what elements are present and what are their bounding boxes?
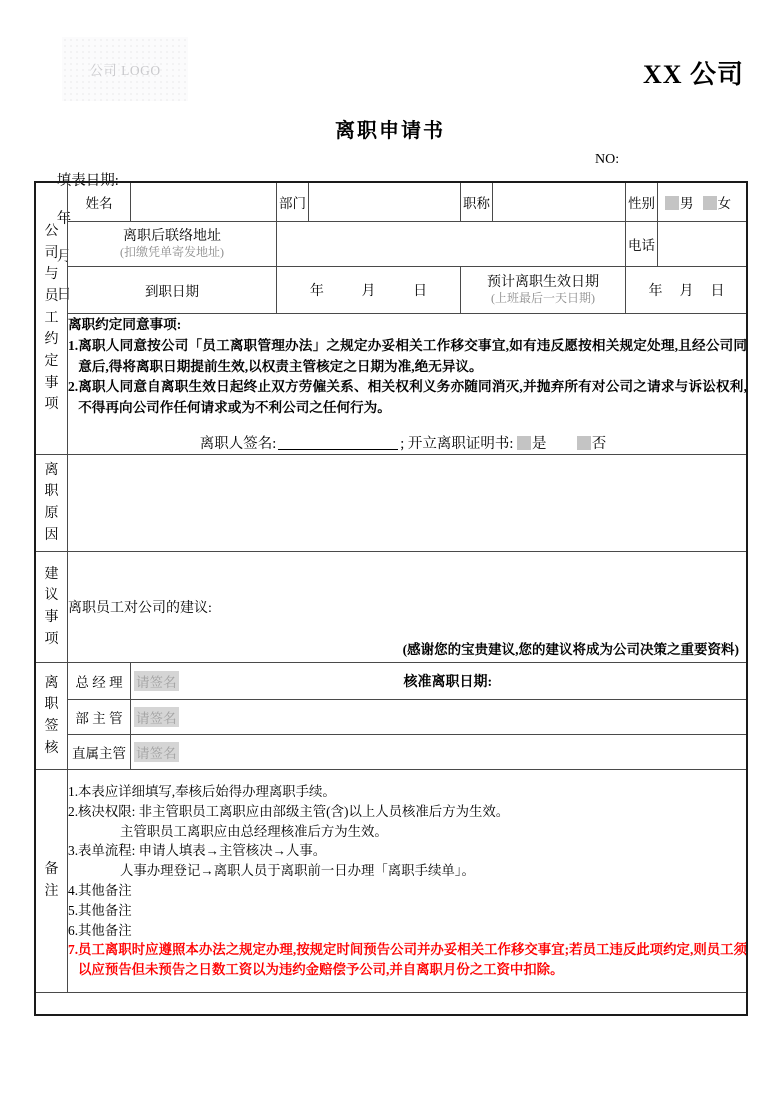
label-department: 部门 xyxy=(277,183,309,222)
vchar: 职 xyxy=(44,484,59,500)
agreement-item-2-number: 2. xyxy=(68,379,79,395)
resignee-signature-input[interactable] xyxy=(278,449,398,450)
signature-placeholder-dept: 请签名 xyxy=(134,707,179,727)
vchar: 议 xyxy=(44,588,59,604)
note-7-number: 7. xyxy=(68,942,79,958)
vchar: 项 xyxy=(44,631,59,647)
vchar: 离 xyxy=(44,462,59,478)
label-female: 女 xyxy=(717,196,731,211)
suggestion-footnote: (感谢您的宝贵建议,您的建议将成为公司决策之重要资料) xyxy=(402,642,739,657)
note-7 xyxy=(68,940,747,980)
section-label-reason xyxy=(36,455,68,552)
logo-placeholder-text: 公司 LOGO xyxy=(89,63,161,78)
hire-date-year: 年 xyxy=(309,284,324,299)
section-label-agreement xyxy=(36,183,68,455)
note-2-text: 核决权限: 非主管职员工离职应由部级主管(含)以上人员核准后方为生效。 xyxy=(78,803,510,819)
note-3 xyxy=(68,841,747,861)
section-label-suggestion xyxy=(36,552,68,663)
hire-date-month: 月 xyxy=(361,284,376,299)
vchar: 注 xyxy=(44,884,59,899)
vchar: 工 xyxy=(44,310,59,326)
agreement-item-1-text: 离职人同意按公司「员工离职管理办法」之规定办妥相关工作移交事宜,如有违反愿按相关规定处理,且经公司同意后,得将离职日期提前生效,以权责主管核定之日期为准,绝无异议。 xyxy=(78,337,747,374)
table-row-basic-info xyxy=(36,183,748,222)
document-number-label[interactable]: NO: xyxy=(595,152,620,167)
note-4-text: 其他备注 xyxy=(78,883,132,898)
leave-date-ymd xyxy=(626,274,747,306)
label-role-direct-manager: 直属主管 xyxy=(68,735,131,770)
vchar: 定 xyxy=(44,354,59,370)
vchar: 备 xyxy=(44,862,59,878)
note-3-sub: 人事办理登记→离职人员于离职前一日办理「离职手续单」。 xyxy=(120,863,475,879)
leave-date-month: 月 xyxy=(679,284,694,299)
fill-date-month[interactable]: 月 xyxy=(56,249,72,265)
note-4-number: 4. xyxy=(68,883,79,898)
note-3-text: 表单流程: 申请人填表→主管核决→人事。 xyxy=(78,843,327,859)
page-title: 离职申请书 xyxy=(335,120,445,142)
suggestion-prompt: 离职员工对公司的建议: xyxy=(68,601,212,616)
section-label-notes-text xyxy=(36,831,67,930)
label-leave-date-main: 预计离职生效日期 xyxy=(487,274,599,290)
leave-date-day: 日 xyxy=(710,284,725,299)
section-label-agreement-text xyxy=(36,221,67,416)
checkbox-female[interactable] xyxy=(703,196,717,210)
document-header xyxy=(0,0,780,120)
agreement-item-1 xyxy=(68,336,747,377)
cert-separator: ; xyxy=(400,435,405,452)
table-row-contact xyxy=(36,222,748,267)
note-5-text: 其他备注 xyxy=(78,902,132,918)
note-1-text: 本表应详细填写,奉核后始得办理离职手续。 xyxy=(78,783,336,799)
note-6-number: 6. xyxy=(68,922,79,938)
label-address xyxy=(68,222,277,267)
note-2-number: 2. xyxy=(68,803,79,819)
vchar: 司 xyxy=(44,245,59,261)
vchar: 建 xyxy=(44,566,59,582)
note-2-sub: 主管职员工离职应由总经理核准后方为生效。 xyxy=(120,823,388,839)
hire-date-day: 日 xyxy=(413,284,428,299)
vchar: 事 xyxy=(44,610,59,625)
fill-date-day[interactable]: 日 xyxy=(56,287,72,303)
vchar: 员 xyxy=(44,288,59,304)
section-label-signoff xyxy=(36,663,68,770)
notes-block xyxy=(68,770,748,993)
resignation-form-table xyxy=(35,182,748,993)
signature-placeholder-gm: 请签名 xyxy=(134,671,179,691)
company-logo-placeholder xyxy=(62,37,188,101)
table-row-signoff-dept xyxy=(36,700,748,735)
table-row-signoff-gm xyxy=(36,663,748,700)
signature-placeholder-direct: 请签名 xyxy=(134,742,179,762)
note-6 xyxy=(68,921,747,941)
vchar: 事 xyxy=(44,375,59,391)
vchar: 公 xyxy=(44,223,59,239)
input-jobtitle[interactable] xyxy=(493,183,626,222)
input-name[interactable] xyxy=(131,183,277,222)
input-resignation-reason[interactable] xyxy=(68,455,748,552)
table-row-dates xyxy=(36,267,748,314)
table-row-reason xyxy=(36,455,748,552)
input-address[interactable] xyxy=(277,222,626,267)
fill-date-year[interactable]: 年 xyxy=(56,211,72,227)
label-gender: 性别 xyxy=(626,183,658,222)
input-leave-date[interactable] xyxy=(626,267,748,314)
fill-date-text: 填表日期: xyxy=(56,173,119,189)
vchar: 职 xyxy=(44,697,59,713)
signature-direct-manager[interactable] xyxy=(131,735,748,770)
hire-date-ymd xyxy=(277,274,460,306)
label-cert-yes: 是 xyxy=(532,435,547,452)
label-address-main: 离职后联络地址 xyxy=(123,228,221,244)
company-name: XX 公司 xyxy=(642,60,744,89)
note-7-text: 员工离职时应遵照本办法之规定办理,按规定时间预告公司并办妥相关工作移交事宜;若员工违反此项约定,则员工须以应预告但未预告之日数工资以为违约金赔偿予公司,并自离职月份之工资中扣除。 xyxy=(78,942,747,978)
note-1 xyxy=(68,782,747,802)
agreement-block xyxy=(68,314,748,455)
label-leave-date xyxy=(461,267,626,314)
checkbox-cert-no[interactable] xyxy=(577,436,591,450)
note-6-text: 其他备注 xyxy=(78,922,132,938)
section-label-notes xyxy=(36,770,68,993)
label-leave-date-sub: (上班最后一天日期) xyxy=(491,291,595,306)
checkbox-male[interactable] xyxy=(665,196,679,210)
table-row-notes xyxy=(36,770,748,993)
label-name: 姓名 xyxy=(68,183,131,222)
resignee-signature-line xyxy=(68,432,747,453)
vchar: 原 xyxy=(44,506,59,521)
input-phone[interactable] xyxy=(658,222,748,267)
label-role-dept-manager: 部 主 管 xyxy=(68,700,131,735)
agreement-item-2-text: 离职人同意自离职生效日起终止双方劳僱关系、相关权利义务亦随同消灭,并抛弃所有对公司之请求与诉讼权利,不得再向公司作任何请求或为不利公司之任何行为。 xyxy=(78,379,747,415)
vchar: 项 xyxy=(44,397,59,413)
note-3-number: 3. xyxy=(68,843,79,859)
table-row-signoff-direct xyxy=(36,735,748,770)
label-jobtitle: 职称 xyxy=(461,183,493,222)
section-label-reason-text xyxy=(36,460,67,547)
resignee-signature-label: 离职人签名: xyxy=(199,435,277,452)
agreement-item-2 xyxy=(68,377,747,418)
agreement-item-1-number: 1. xyxy=(68,337,79,353)
vchar: 因 xyxy=(44,527,59,543)
note-4 xyxy=(68,881,747,901)
input-suggestion[interactable] xyxy=(68,552,748,663)
note-2 xyxy=(68,802,747,822)
label-address-sub: (扣缴凭单寄发地址) xyxy=(120,245,224,260)
vchar: 核 xyxy=(44,740,59,756)
label-phone: 电话 xyxy=(626,222,658,267)
approve-date-label: 核准离职日期: xyxy=(403,675,493,690)
table-row-agreement xyxy=(36,314,748,455)
agreement-title: 离职约定同意事项: xyxy=(68,317,182,333)
vchar: 签 xyxy=(44,719,59,734)
vchar: 约 xyxy=(44,332,59,348)
signature-dept-manager[interactable] xyxy=(131,700,748,735)
section-label-suggestion-text xyxy=(36,564,67,651)
input-department[interactable] xyxy=(309,183,461,222)
section-label-signoff-text xyxy=(36,673,67,760)
checkbox-cert-yes[interactable] xyxy=(517,436,531,450)
signature-general-manager[interactable] xyxy=(131,663,748,700)
cert-label: 开立离职证明书: xyxy=(407,435,514,452)
label-role-general-manager: 总 经 理 xyxy=(68,663,131,700)
gender-options xyxy=(658,183,748,222)
leave-date-year: 年 xyxy=(648,284,663,299)
note-5-number: 5. xyxy=(68,902,79,918)
note-5 xyxy=(68,901,747,921)
label-male: 男 xyxy=(680,196,694,211)
vchar: 离 xyxy=(44,675,59,691)
table-row-suggestion xyxy=(36,552,748,663)
note-1-number: 1. xyxy=(68,783,79,799)
label-hire-date: 到职日期 xyxy=(68,267,277,314)
vchar: 与 xyxy=(44,267,59,283)
label-cert-no: 否 xyxy=(591,435,607,452)
input-hire-date[interactable] xyxy=(277,267,461,314)
